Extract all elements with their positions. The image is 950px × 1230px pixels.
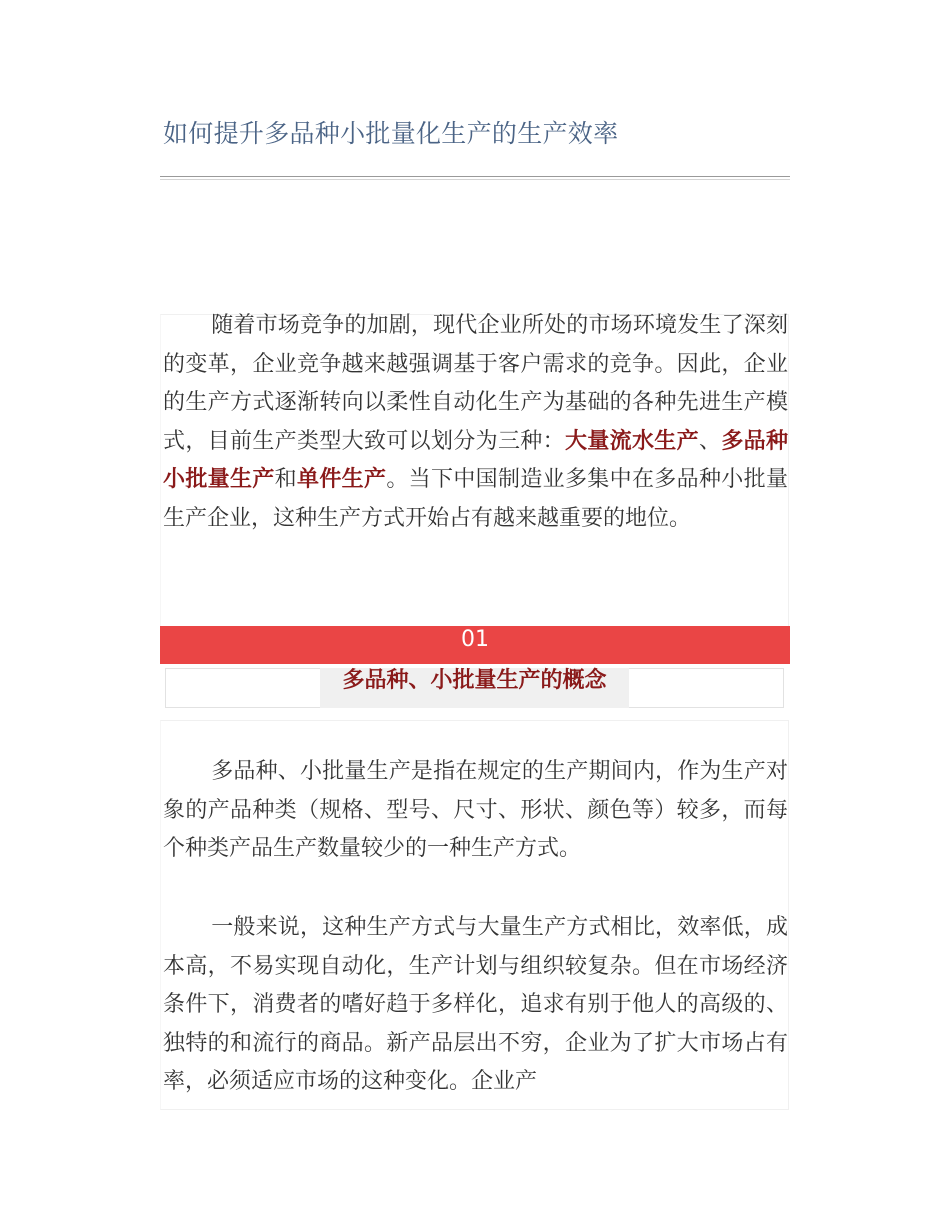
intro-text-start: 随着市场竞争的加剧，现代企业所处的市场环境发生了深刻的变革，企业竞争越来越强调基于客户需求的竞争。因此，企业的生产方式逐渐转向以柔性自动化生产为基础的各种先进生产模式，目前生产类型大致可以划分为三种：	[163, 313, 788, 454]
body-paragraph-1-text: 多品种、小批量生产是指在规定的生产期间内，作为生产对象的产品种类（规格、型号、尺寸、形状、颜色等）较多，而每个种类产品生产数量较少的一种生产方式。	[163, 759, 788, 861]
intro-separator-1: 、	[698, 428, 722, 454]
highlight-mass-production: 大量流水生产	[564, 428, 699, 454]
body-paragraph-2	[163, 909, 788, 1102]
title-divider	[160, 176, 790, 177]
section-heading: 多品种、小批量生产的概念	[342, 668, 607, 693]
body-paragraph-2-text: 一般来说，这种生产方式与大量生产方式相比，效率低，成本高，不易实现自动化，生产计划与组织较复杂。但在市场经济条件下，消费者的嗜好趋于多样化，追求有别于他人的高级的、独特的和流行的商品。新产品层出不穷，企业为了扩大市场占有率，必须适应市场的这种变化。企业产	[163, 915, 788, 1094]
article-title: 如何提升多品种小批量化生产的生产效率	[163, 119, 619, 148]
intro-separator-2: 和	[274, 467, 297, 492]
section-number: 01	[461, 627, 489, 652]
body-paragraph-1	[163, 753, 788, 869]
intro-paragraph	[163, 307, 788, 538]
title-divider-secondary	[160, 179, 790, 180]
intro-text-end: 。当下中国制造业多集中在多品种小批量生产企业，这种生产方式开始占有越来越重要的地位。	[163, 467, 788, 531]
section-number-bar	[160, 626, 790, 664]
highlight-single-piece: 单件生产	[297, 467, 387, 492]
highlight-multi-variety: 多品种小批量生产	[163, 428, 788, 492]
